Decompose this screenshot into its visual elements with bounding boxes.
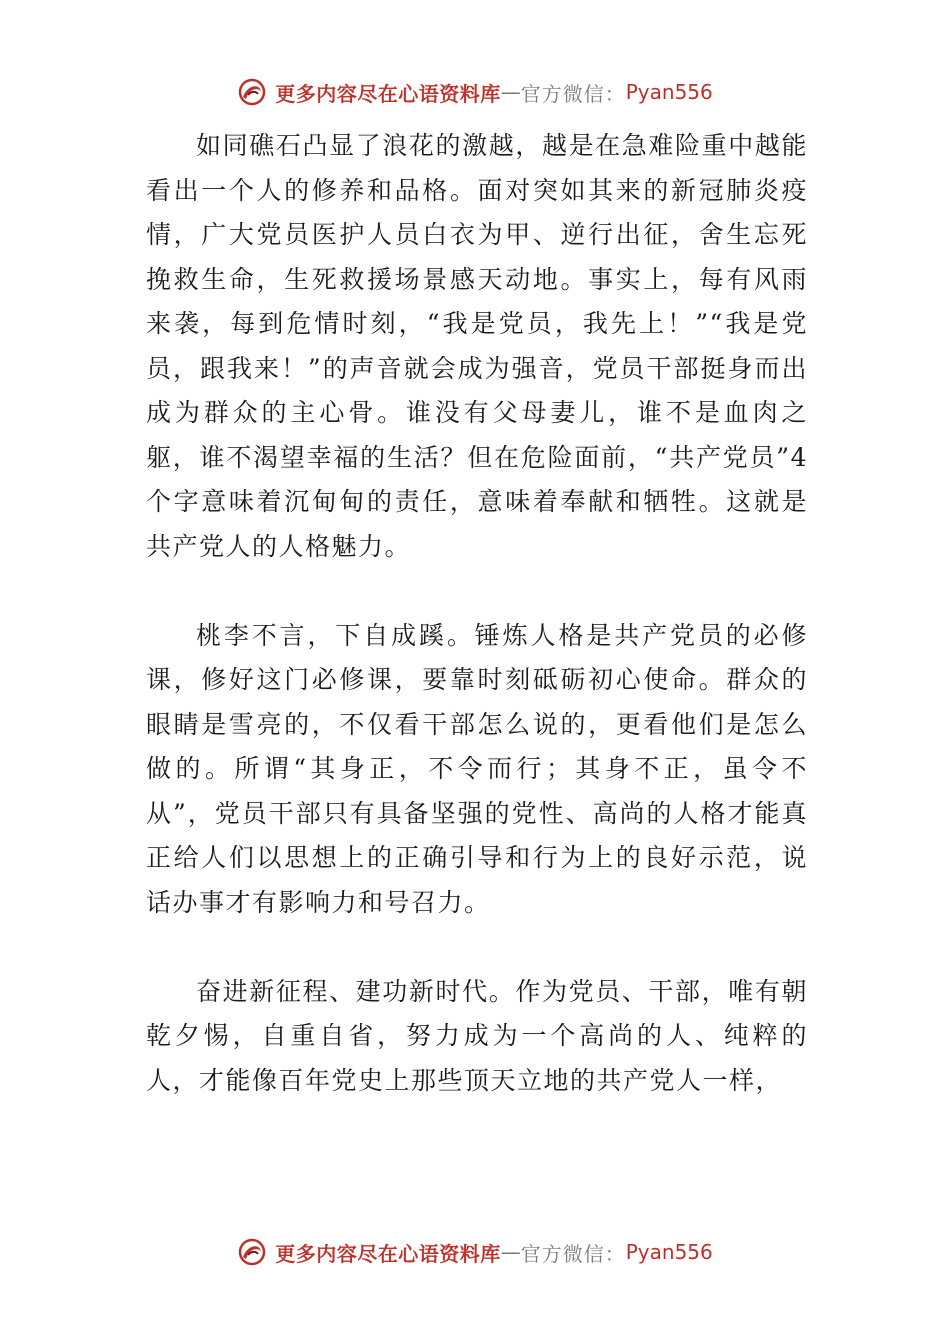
swirl-logo-icon xyxy=(237,1237,267,1267)
watermark-separator: — xyxy=(500,80,521,104)
watermark-wechat-id: Pyan556 xyxy=(625,80,713,104)
watermark-wechat-label: 官方微信： xyxy=(520,1241,626,1266)
document-body xyxy=(146,124,808,1103)
footer-watermark xyxy=(0,1232,950,1272)
watermark-wechat-id: Pyan556 xyxy=(625,1240,713,1264)
paragraph-2: 桃李不言，下自成蹊。锤炼人格是共产党员的必修课，修好这门必修课，要靠时刻砥砺初心使命。群众的眼睛是雪亮的，不仅看干部怎么说的，更看他们是怎么做的。所谓“其身正，不令而行；其身不正，虽令不从”，党员干部只有具备坚强的党性、高尚的人格才能真正给人们以思想上的正确引导和行为上的良好示范，说话办事才有影响力和号召力。 xyxy=(146,620,808,917)
header-watermark xyxy=(0,72,950,112)
watermark-brand: 更多内容尽在心语资料库 xyxy=(275,81,501,106)
paragraph-1: 如同礁石凸显了浪花的激越，越是在急难险重中越能看出一个人的修养和品格。面对突如其来的新冠肺炎疫情，广大党员医护人员白衣为甲、逆行出征，舍生忘死挽救生命，生死救援场景感天动地。事实上，每有风雨来袭，每到危情时刻，“我是党员，我先上！”“我是党员，跟我来！”的声音就会成为强音，党员干部挺身而出成为群众的主心骨。谁没有父母妻儿，谁不是血肉之躯，谁不渴望幸福的生活？但在危险面前，“共产党员”4 个字意味着沉甸甸的责任，意味着奉献和牺牲。这就是共产党人的人格魅力。 xyxy=(146,131,808,561)
watermark-separator: — xyxy=(500,1240,521,1264)
watermark-wechat-label: 官方微信： xyxy=(520,81,626,106)
watermark-brand: 更多内容尽在心语资料库 xyxy=(275,1241,501,1266)
paragraph-3: 奋进新征程、建功新时代。作为党员、干部，唯有朝乾夕惕，自重自省，努力成为一个高尚的人、纯粹的人，才能像百年党史上那些顶天立地的共产党人一样， xyxy=(146,976,808,1095)
swirl-logo-icon xyxy=(237,77,267,107)
